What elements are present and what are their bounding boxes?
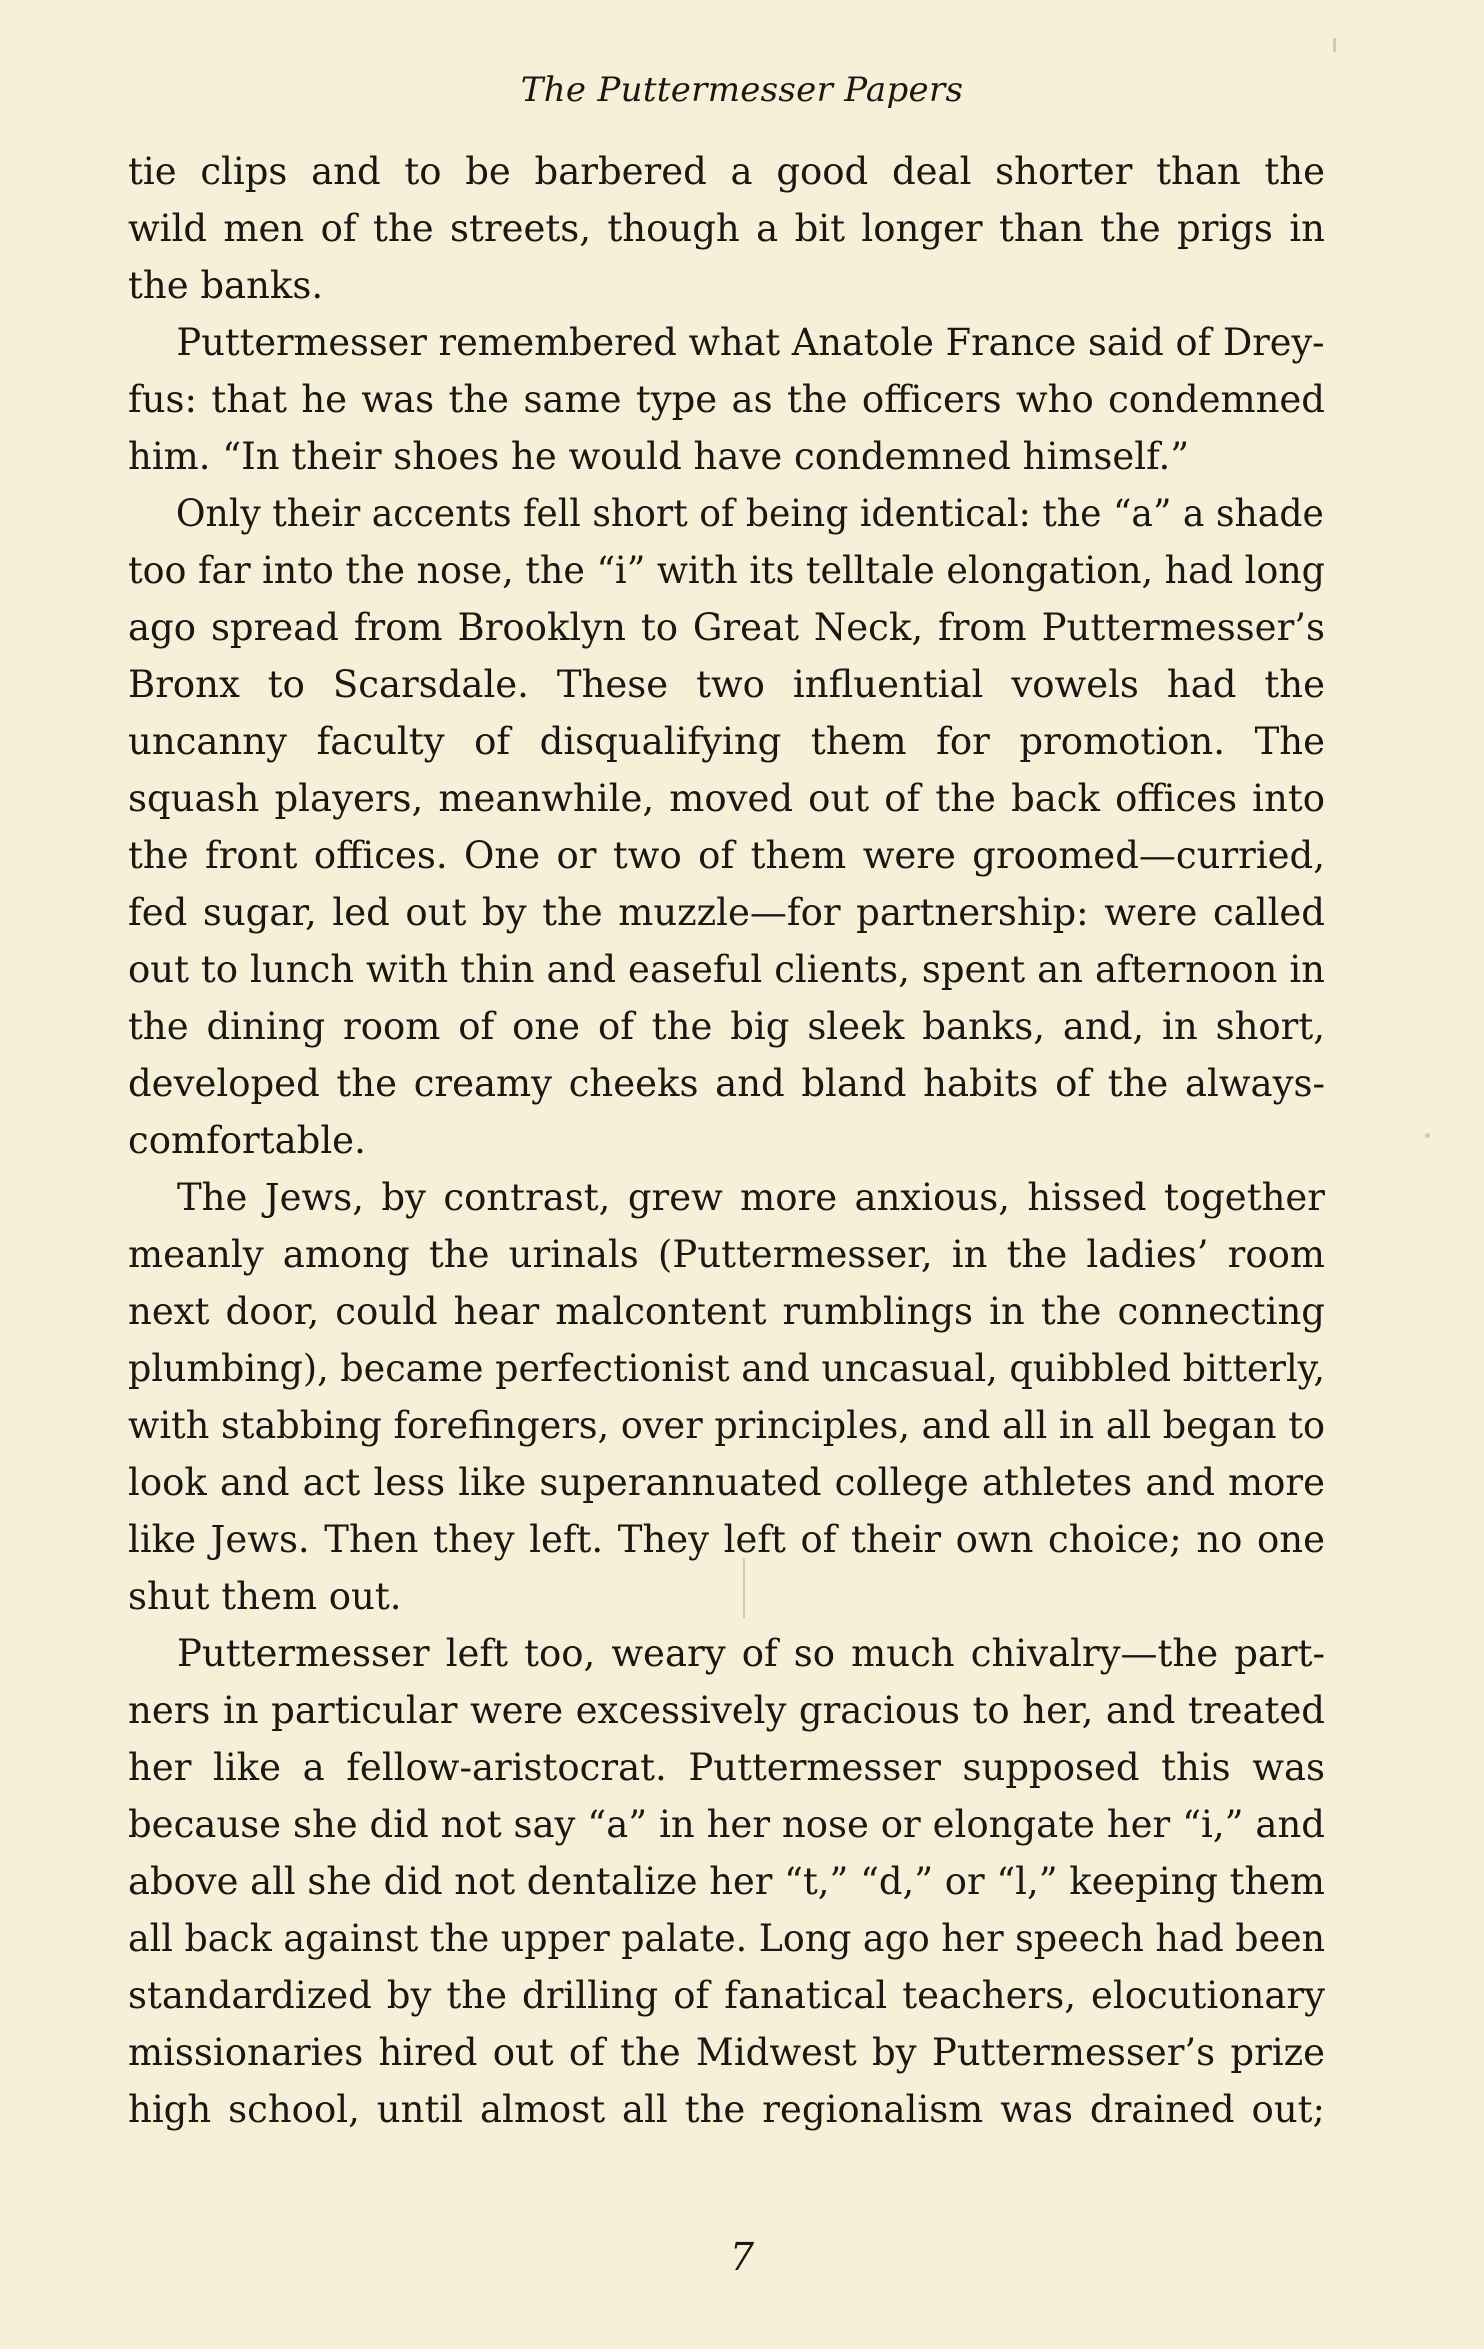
text-line: shut them out.: [128, 1575, 402, 1618]
text-line: uncanny faculty of disqualifying them for promotion. The: [128, 720, 1325, 763]
text-line: squash players, meanwhile, moved out of the back offices into: [128, 777, 1325, 820]
text-line: her like a fellow-aristocrat. Puttermesser supposed this was: [128, 1746, 1325, 1789]
text-line: him. “In their shoes he would have condemned himself.”: [128, 435, 1190, 478]
text-line: Puttermesser remembered what Anatole France said of Drey-: [176, 321, 1325, 364]
page-speck: [1425, 1133, 1430, 1138]
page-number: 7: [729, 2235, 755, 2279]
text-line: high school, until almost all the regionalism was drained out;: [128, 2088, 1325, 2131]
text-line: comfortable.: [128, 1119, 366, 1162]
text-line: meanly among the urinals (Puttermesser, in the ladies’ room: [128, 1233, 1325, 1276]
body-text: [128, 143, 1325, 2138]
text-line: above all she did not dentalize her “t,” “d,” or “l,” keeping them: [128, 1860, 1325, 1903]
text-line: the front offices. One or two of them were groomed—curried,: [128, 834, 1325, 877]
text-line: Bronx to Scarsdale. These two influential vowels had the: [128, 663, 1325, 706]
text-line: The Jews, by contrast, grew more anxious, hissed together: [177, 1176, 1325, 1219]
text-line: Only their accents fell short of being identical: the “a” a shade: [175, 492, 1324, 535]
text-line: ago spread from Brooklyn to Great Neck, from Puttermesser’s: [128, 606, 1325, 649]
text-line: the dining room of one of the big sleek banks, and, in short,: [128, 1005, 1325, 1048]
text-line: missionaries hired out of the Midwest by Puttermesser’s prize: [128, 2031, 1325, 2074]
text-line: wild men of the streets, though a bit longer than the prigs in: [128, 207, 1325, 250]
text-line: out to lunch with thin and easeful clients, spent an afternoon in: [128, 948, 1325, 991]
text-line: standardized by the drilling of fanatical teachers, elocutionary: [128, 1974, 1325, 2017]
text-line: developed the creamy cheeks and bland habits of the always-: [128, 1062, 1325, 1105]
text-line: because she did not say “a” in her nose or elongate her “i,” and: [128, 1803, 1325, 1846]
page-speck: [1333, 38, 1336, 52]
text-line: next door, could hear malcontent rumblings in the connecting: [128, 1290, 1325, 1333]
text-line: fed sugar, led out by the muzzle—for partnership: were called: [128, 891, 1325, 934]
text-line: Puttermesser left too, weary of so much chivalry—the part-: [177, 1632, 1325, 1675]
text-line: like Jews. Then they left. They left of their own choice; no one: [128, 1518, 1325, 1561]
text-line: tie clips and to be barbered a good deal shorter than the: [128, 150, 1325, 193]
text-line: the banks.: [128, 264, 324, 307]
text-line: plumbing), became perfectionist and uncasual, quibbled bitterly,: [128, 1347, 1325, 1390]
running-title: The Puttermesser Papers: [520, 70, 964, 110]
text-line: too far into the nose, the “i” with its telltale elongation, had long: [128, 549, 1325, 592]
text-line: with stabbing forefingers, over principles, and all in all began to: [128, 1404, 1325, 1447]
text-line: ners in particular were excessively gracious to her, and treated: [128, 1689, 1325, 1732]
text-line: all back against the upper palate. Long ago her speech had been: [128, 1917, 1325, 1960]
text-line: look and act less like superannuated college athletes and more: [128, 1461, 1325, 1504]
text-line: fus: that he was the same type as the officers who condemned: [128, 378, 1325, 421]
